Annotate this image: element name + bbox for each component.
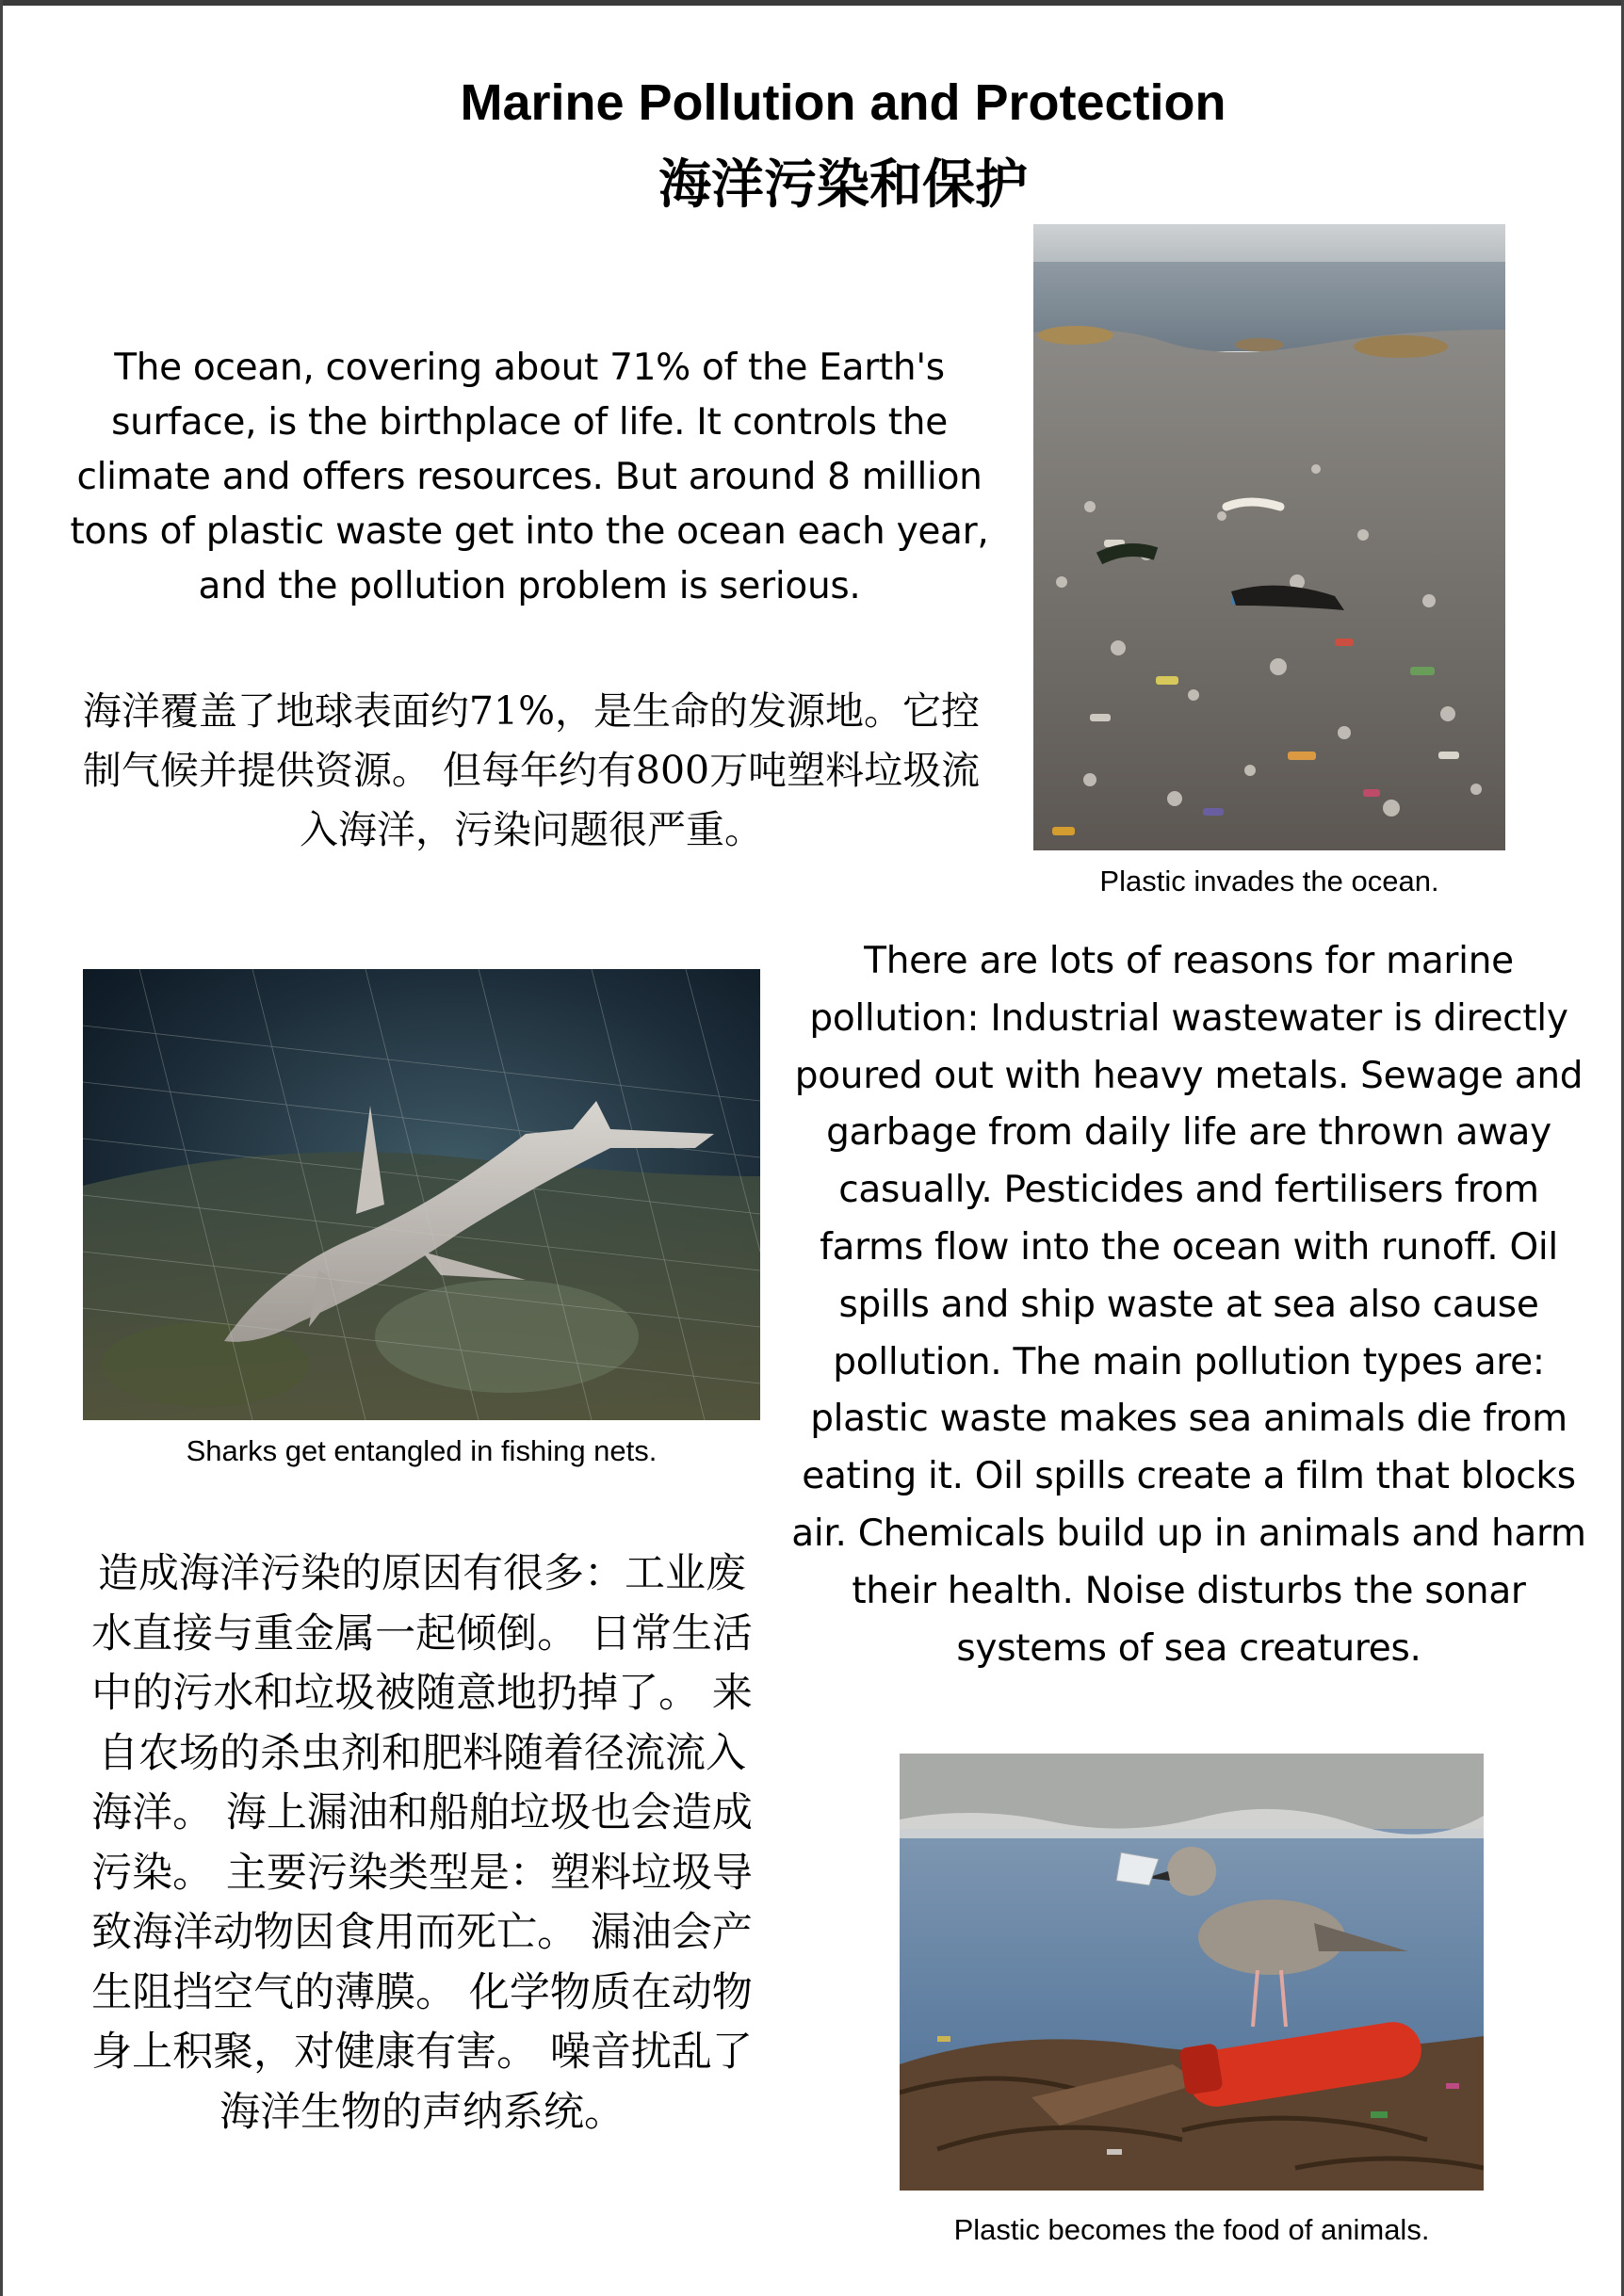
- intro-paragraph-english: The ocean, covering about 71% of the Earth's surface, is the birthplace of life. It controls the climate and offers resources. But around 8 million tons of plastic waste get into the ocean each year, and the pollution problem is serious.: [70, 347, 989, 607]
- seagull-photo-caption: Plastic becomes the food of animals.: [953, 2213, 1430, 2246]
- causes-paragraph-chinese: 造成海洋污染的原因有很多：工业废水直接与重金属一起倾倒。 日常生活中的污水和垃圾被随意地扔掉了。 来自农场的杀虫剂和肥料随着径流流入海洋。 海上漏油和船舶垃圾也会造成污染。 主要污染类型是：塑料垃圾导致海洋动物因食用而死亡。 漏油会产生阻挡空气的薄膜。 化学物质在动物身上积聚，对健康有害。 噪音扰乱了海洋生物的声纳系统。: [91, 1550, 753, 2136]
- shark-net-photo: [83, 969, 760, 1420]
- left-border: [0, 0, 3, 2296]
- page-title-chinese: 海洋污染和保护: [658, 154, 1028, 216]
- intro-paragraph-chinese: 海洋覆盖了地球表面约71%，是生命的发源地。它控制气候并提供资源。 但每年约有800万吨塑料垃圾流入海洋，污染问题很严重。: [82, 688, 981, 852]
- shark-photo-caption: Sharks get entangled in fishing nets.: [186, 1434, 658, 1467]
- causes-paragraph-english: There are lots of reasons for marine pollution: Industrial wastewater is directly poured out with heavy metals. Sewage and garbage from daily life are thrown away casually. Pesticides and fertilisers from farms flow into the ocean with runoff. Oil spills and ship waste at sea also cause pollution. The main pollution types are: plastic waste makes sea animals die from eating it. Oil spills create a film that blocks air. Chemicals build up in animals and harm their health. Noise disturbs the sonar systems of sea creatures.: [791, 940, 1586, 1670]
- seagull-plastic-photo: [900, 1754, 1484, 2191]
- top-border: [0, 0, 1624, 6]
- page-title-english: Marine Pollution and Protection: [460, 74, 1226, 131]
- beach-photo-caption: Plastic invades the ocean.: [1099, 865, 1439, 897]
- plastic-beach-photo: [1033, 224, 1505, 850]
